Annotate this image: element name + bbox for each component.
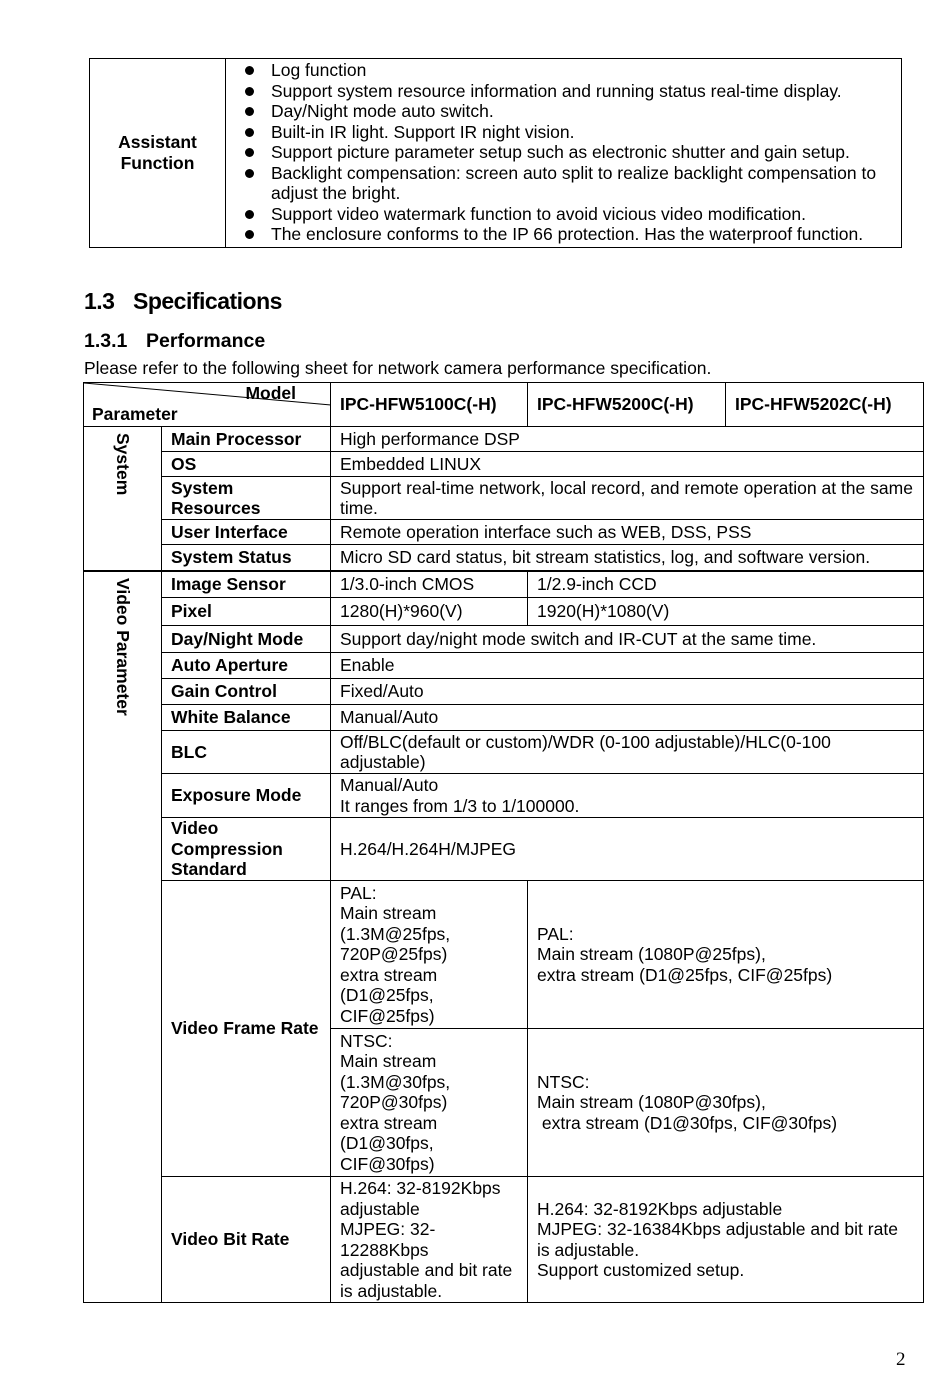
row-value: Remote operation interface such as WEB, DSS, PSS [331,520,924,545]
list-item: Log function [234,60,893,81]
row-label: White Balance [162,705,331,731]
row-label: Auto Aperture [162,653,331,679]
row-label: Main Processor [162,427,331,452]
value-line: (D1@25fps, [340,985,434,1006]
row-value [528,881,924,1029]
header-corner-cell [84,383,331,427]
subsection-heading [84,330,265,353]
value-line: extra stream (D1@30fps, CIF@30fps) [537,1112,838,1133]
header-parameter-label: Parameter [92,403,178,424]
value-line: is adjustable. [537,1239,640,1260]
row-value: Off/BLC(default or custom)/WDR (0-100 adjustable)/HLC(0-100 adjustable) [331,731,924,774]
value-line: Main stream (1080P@30fps), [537,1092,766,1113]
list-item: Support picture parameter setup such as electronic shutter and gain setup. [234,142,893,163]
value-line: (1.3M@25fps, [340,923,451,944]
performance-spec-table [83,382,924,1303]
value-line: extra stream (D1@25fps, CIF@25fps) [537,964,833,985]
value-line: MJPEG: 32- [340,1219,436,1239]
model-header-3: IPC-HFW5202C(-H) [726,383,924,427]
value-line: Support customized setup. [537,1260,745,1280]
section-heading [84,288,282,315]
row-value: 1/3.0-inch CMOS [331,571,528,598]
value-line: (1.3M@30fps, [340,1071,451,1092]
row-label: System Status [162,545,331,571]
value-line: Main stream [340,903,437,924]
value-line: Main stream (1080P@25fps), [537,944,766,965]
row-value: Manual/Auto [331,705,924,731]
group-system-label: System [112,433,133,496]
row-value: Embedded LINUX [331,452,924,477]
row-value [528,1177,924,1303]
exposure-line: It ranges from 1/3 to 1/100000. [340,795,580,816]
value-line: extra stream [340,964,438,985]
row-label: Exposure Mode [162,774,331,818]
assistant-function-list [234,60,893,245]
section-title: Specifications [133,288,282,314]
row-value: H.264/H.264H/MJPEG [331,818,924,881]
list-item: Support system resource information and running status real-time display. [234,81,893,102]
group-video-parameter [84,571,162,1303]
row-label: BLC [162,731,331,774]
page-number: 2 [896,1349,906,1370]
row-label: Gain Control [162,679,331,705]
value-line: adjustable and bit rate [340,1260,513,1280]
row-value: 1920(H)*1080(V) [528,598,924,626]
row-label: Day/Night Mode [162,626,331,653]
row-value: 1/2.9-inch CCD [528,571,924,598]
row-label: Video Bit Rate [162,1177,331,1303]
row-value [331,774,924,818]
model-header-2: IPC-HFW5200C(-H) [528,383,726,427]
row-value [331,1177,528,1303]
value-line: 720P@30fps) [340,1092,448,1113]
row-label: System Resources [162,477,331,520]
row-value [528,1029,924,1177]
assistant-function-label: Assistant Function [90,59,226,248]
row-label: User Interface [162,520,331,545]
value-line: adjustable [340,1198,420,1219]
row-label: Pixel [162,598,331,626]
value-line: is adjustable. [340,1280,443,1301]
exposure-line: Manual/Auto [340,775,439,795]
row-value: High performance DSP [331,427,924,452]
intro-text: Please refer to the following sheet for network camera performance specification. [84,358,712,378]
value-line: PAL: [537,923,574,944]
row-label: Video Frame Rate [162,881,331,1177]
value-line: 12288Kbps [340,1239,429,1260]
value-line: MJPEG: 32-16384Kbps adjustable and bit rate [537,1219,898,1239]
row-value [331,1029,528,1177]
group-system [84,427,162,571]
assistant-function-table [89,58,902,248]
value-line: NTSC: [340,1030,393,1051]
row-value: Support real-time network, local record, and remote operation at the same time. [331,477,924,520]
list-item: The enclosure conforms to the IP 66 protection. Has the waterproof function. [234,224,893,245]
subsection-title: Performance [146,330,266,352]
row-value: Fixed/Auto [331,679,924,705]
row-label: Image Sensor [162,571,331,598]
row-label: Video Compression Standard [162,818,331,881]
value-line: CIF@30fps) [340,1153,435,1174]
row-value: Micro SD card status, bit stream statistics, log, and software version. [331,545,924,571]
value-line: H.264: 32-8192Kbps [340,1178,501,1198]
row-label: OS [162,452,331,477]
list-item: Day/Night mode auto switch. [234,101,893,122]
row-value: 1280(H)*960(V) [331,598,528,626]
model-header-1: IPC-HFW5100C(-H) [331,383,528,427]
value-line: Main stream [340,1051,437,1072]
subsection-number: 1.3.1 [84,330,128,352]
value-line: 720P@25fps) [340,944,448,965]
value-line: extra stream [340,1112,438,1133]
assistant-function-list-cell [226,59,902,248]
list-item: Support video watermark function to avoid vicious video modification. [234,204,893,225]
row-value [331,881,528,1029]
header-model-label: Model [245,383,296,403]
list-item: Backlight compensation: screen auto split to realize backlight compensation to adjust the bright. [234,163,893,204]
row-value: Support day/night mode switch and IR-CUT at the same time. [331,626,924,653]
section-number: 1.3 [84,288,115,314]
group-video-label: Video Parameter [112,577,133,716]
value-line: PAL: [340,882,377,903]
value-line: CIF@25fps) [340,1005,435,1026]
value-line: (D1@30fps, [340,1133,434,1154]
row-value: Enable [331,653,924,679]
value-line: NTSC: [537,1071,590,1092]
list-item: Built-in IR light. Support IR night vision. [234,122,893,143]
value-line: H.264: 32-8192Kbps adjustable [537,1198,783,1219]
